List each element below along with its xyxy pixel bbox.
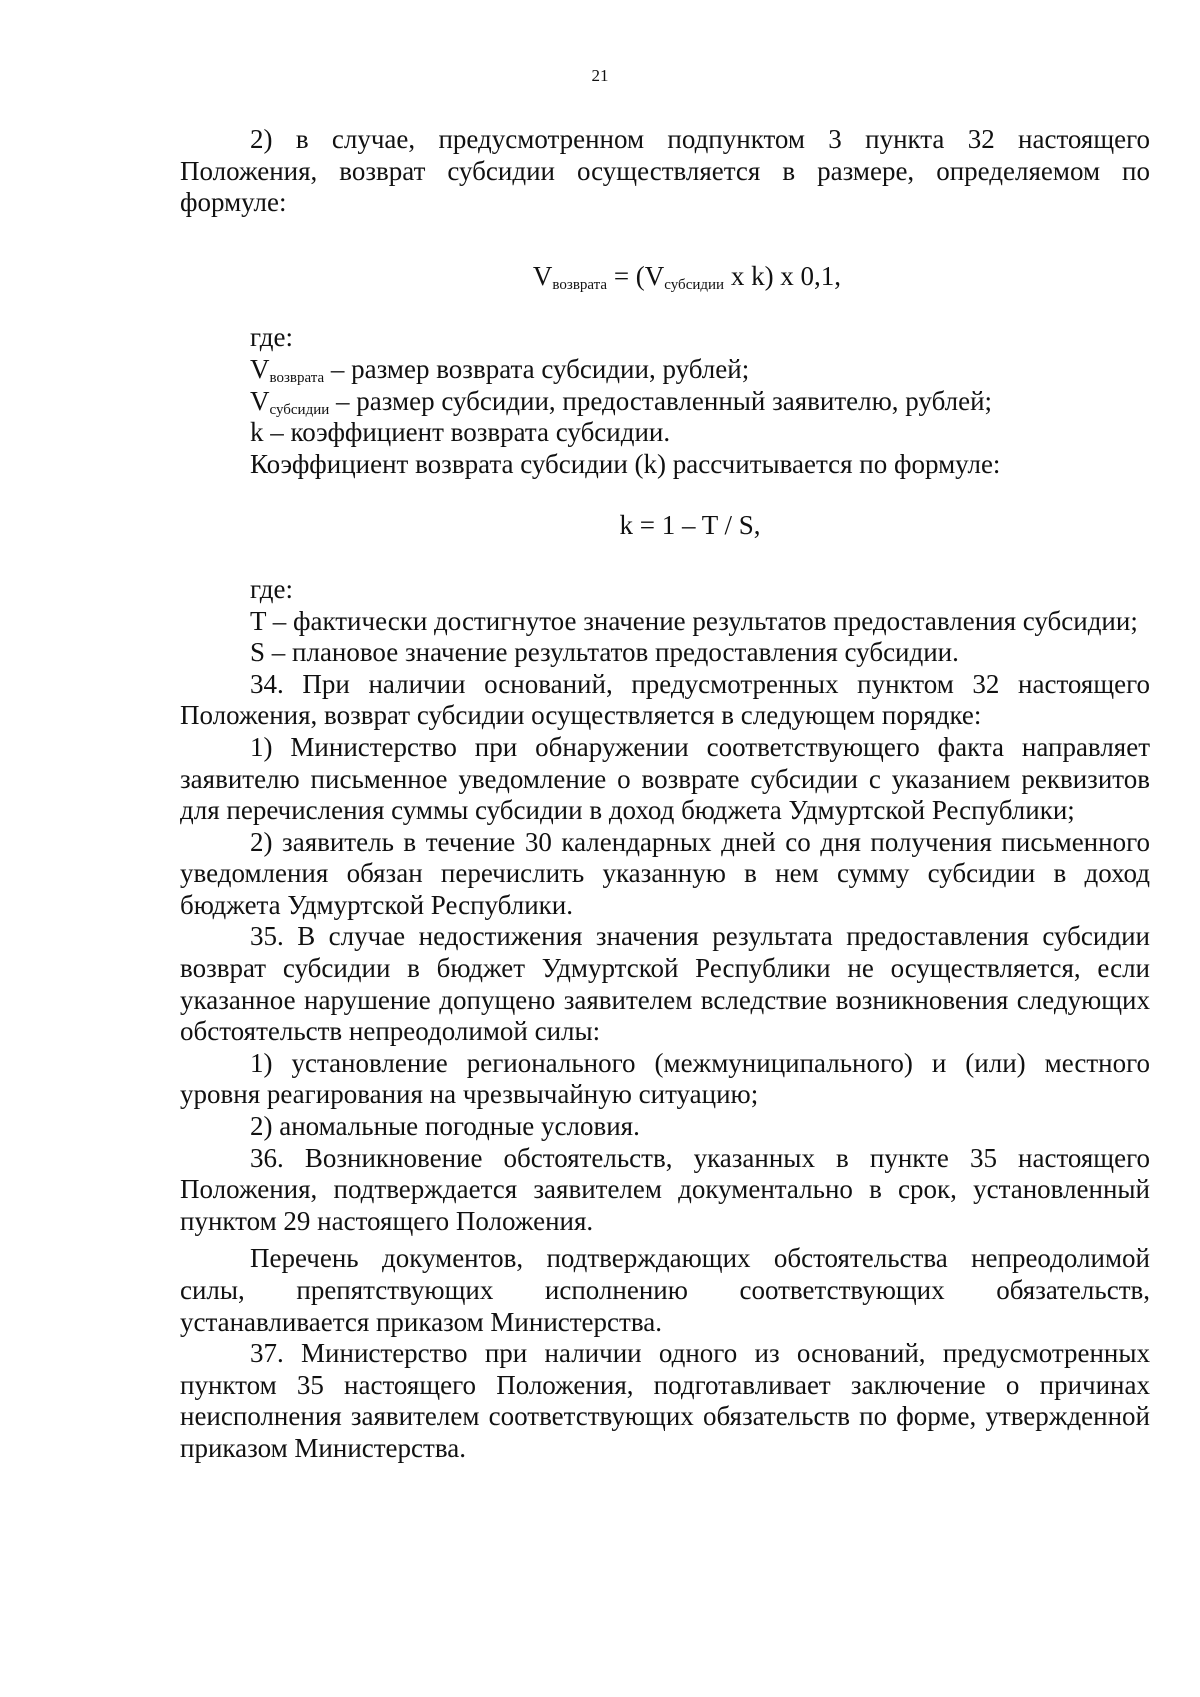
document-body: [180, 124, 1150, 1465]
def-v-subsidy-symbol: V: [250, 385, 270, 416]
definition-v-return: [180, 354, 1150, 386]
definition-k: k – коэффициент возврата субсидии.: [250, 417, 671, 448]
paragraph-34: 34. При наличии оснований, предусмотренных пунктом 32 настоящего Положения, возврат субсидии осуществляется в следующем порядке:: [180, 668, 1150, 731]
def-v-subsidy-sub: субсидии: [269, 401, 330, 418]
formula-sub-subsidy: субсидии: [664, 276, 725, 293]
paragraph-2-case: 2) в случае, предусмотренном подпунктом 3 пункта 32 настоящего Положения, возврат субсидии осуществляется в размере, определяемом по формуле:: [180, 124, 1150, 218]
paragraph-35: 35. В случае недостижения значения результата предоставления субсидии возврат субсидии в бюджет Удмуртской Республики не осуществляется, если указанное нарушение допущено заявителем вследствие возникновения следующих обстоятельств непреодолимой силы:: [180, 921, 1150, 1047]
formula-sub-return: возврата: [552, 276, 608, 293]
paragraph-34-1: 1) Министерство при обнаружении соответствующего факта направляет заявителю письменное уведомление о возврате субсидии с указанием реквизитов для перечисления суммы субсидии в доход бюджета Удмуртской Республики;: [180, 731, 1150, 826]
paragraph-35-2: 2) аномальные погодные условия.: [250, 1111, 640, 1142]
formula-coefficient: k = 1 – T / S,: [619, 510, 761, 541]
formula-return-amount: [180, 261, 1150, 293]
def-v-return-sub: возврата: [269, 369, 325, 386]
where-label-1: где:: [250, 322, 293, 353]
def-v-subsidy-text: – размер субсидии, предоставленный заявителю, рублей;: [329, 385, 993, 416]
paragraph-36: 36. Возникновение обстоятельств, указанных в пункте 35 настоящего Положения, подтверждается заявителем документально в срок, установленный пунктом 29 настоящего Положения.: [180, 1142, 1150, 1236]
definition-s: S – плановое значение результатов предоставления субсидии.: [250, 637, 959, 668]
coefficient-intro: Коэффициент возврата субсидии (k) рассчитывается по формуле:: [250, 448, 1001, 479]
definition-v-subsidy: [180, 386, 1150, 418]
def-v-return-text: – размер возврата субсидии, рублей;: [324, 353, 750, 384]
paragraph-37: 37. Министерство при наличии одного из оснований, предусмотренных пунктом 35 настоящего Положения, подготавливает заключение о причинах неисполнения заявителем соответствующих обязательств по форме, утвержденной приказом Министерства.: [180, 1338, 1150, 1463]
formula-v-return: V: [532, 260, 553, 291]
paragraph-36-list: Перечень документов, подтверждающих обстоятельства непреодолимой силы, препятствующих исполнению соответствующих обязательств, устанавливается приказом Министерства.: [180, 1243, 1150, 1337]
def-v-return-symbol: V: [250, 353, 270, 384]
definition-t: T – фактически достигнутое значение результатов предоставления субсидии;: [250, 605, 1138, 636]
formula-equals: = (V: [607, 260, 665, 291]
formula-rest: x k) x 0,1,: [724, 260, 842, 291]
where-label-2: где:: [250, 573, 293, 604]
page-number: 21: [591, 66, 609, 85]
paragraph-34-2: 2) заявитель в течение 30 календарных дней со дня получения письменного уведомления обязан перечислить указанную в нем сумму субсидии в доход бюджета Удмуртской Республики.: [180, 826, 1150, 920]
paragraph-35-1: 1) установление регионального (межмуниципального) и (или) местного уровня реагирования на чрезвычайную ситуацию;: [180, 1047, 1150, 1110]
